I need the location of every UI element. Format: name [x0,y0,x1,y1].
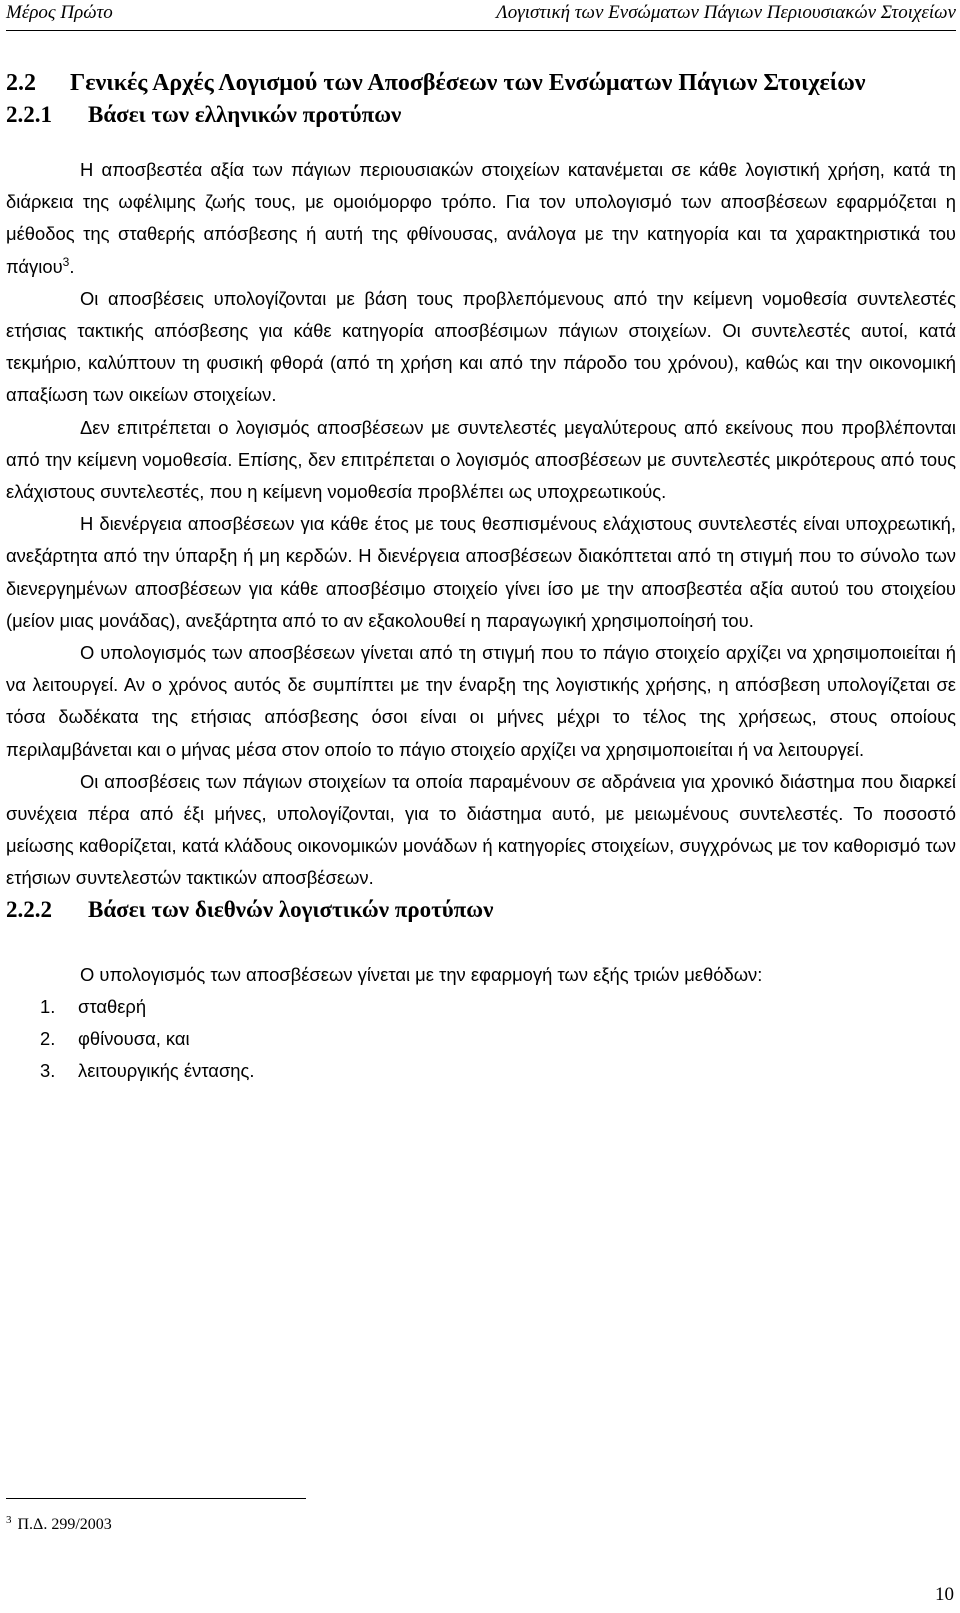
paragraph-1 [6,154,956,283]
subsection-heading-international-standards [6,895,956,925]
header-chapter-title: Λογιστική των Ενσώματων Πάγιων Περιουσιακών Στοιχείων [496,2,956,23]
list-item-text: φθίνουσα, και [78,1028,190,1050]
header-part-label: Μέρος Πρώτο [6,2,113,23]
page-body [6,66,956,1087]
list-item [6,1023,956,1055]
footnote-text: Π.Δ. 299/2003 [17,1516,112,1533]
paragraph-1-text: Η αποσβεστέα αξία των πάγιων περιουσιακών στοιχείων κατανέμεται σε κάθε λογιστική χρήση, κατά τη διάρκεια της ωφέλιμης ζωής τους, με ομοιόμορφο τρόπο. Για τον υπολογισμό των αποσβέσεων εφαρμόζεται η μέθοδος της σταθερής απόσβεσης ή αυτή της φθίνουσας, ανάλογα με την κατηγορία και τα χαρακτηριστικά του πάγιου [6,159,956,277]
section-number: 2.2 [6,70,36,96]
running-header [6,2,956,31]
subsection-title: Βάσει των ελληνικών προτύπων [88,102,402,127]
paragraph-6: Οι αποσβέσεις των πάγιων στοιχείων τα οποία παραμένουν σε αδράνεια για χρονικό διάστημα που διαρκεί συνέχεια πέρα από έξι μήνες, υπολογίζονται, για το διάστημα αυτό, με μειωμένους συντελεστές. Το ποσοστό μείωσης καθορίζεται, κατά κλάδους οικονομικών μονάδων ή κατηγορίες στοιχείων, συγχρόνως με τον καθορισμό των ετήσιων συντελεστών τακτικών αποσβέσεων. [6,770,956,889]
list-item [6,991,956,1023]
methods-list [6,991,956,1088]
list-item-number: 2. [40,1028,56,1050]
page-number: 10 [935,1584,954,1605]
footnote-reference[interactable]: 3 [62,254,70,269]
paragraph-3: Δεν επιτρέπεται ο λογισμός αποσβέσεων με συντελεστές μεγαλύτερους από εκείνους που προβλέπονται από την κείμενη νομοθεσία. Επίσης, δεν επιτρέπεται ο λογισμός αποσβέσεων με συντελεστές μικρότερους από τους ελάχιστους συντελεστές, που η κείμενη νομοθεσία προβλέπει ως υποχρεωτικούς. [6,416,956,503]
list-item-text: σταθερή [78,995,147,1017]
list-item-text: λειτουργικής έντασης. [78,1060,255,1082]
methods-intro: Ο υπολογισμός των αποσβέσεων γίνεται με την εφαρμογή των εξής τριών μεθόδων: [80,963,763,985]
footnote [6,1515,112,1535]
list-item-number: 1. [40,995,56,1017]
paragraph-1-end: . [69,255,75,277]
footnote-separator [6,1498,306,1499]
section-heading [6,66,956,100]
paragraph-4: Η διενέργεια αποσβέσεων για κάθε έτος με τους θεσπισμένους ελάχιστους συντελεστές είναι υποχρεωτική, ανεξάρτητα από την ύπαρξη ή μη κερδών. Η διενέργεια αποσβέσεων διακόπτεται από τη στιγμή που το σύνολο των διενεργημένων αποσβέσεων για κάθε αποσβέσιμο στοιχείο γίνει ίσο με την αποσβεστέα αξία αυτού του στοιχείου (μείον μιας μονάδας), ανεξάρτητα από το αν εξακολουθεί η παραγωγική χρησιμοποίησή του. [6,513,956,631]
paragraph-5: Ο υπολογισμός των αποσβέσεων γίνεται από τη στιγμή που το πάγιο στοιχείο αρχίζει να χρησιμοποιείται ή να λειτουργεί. Αν ο χρόνος αυτός δε συμπίπτει με την έναρξη της λογιστικής χρήσης, η απόσβεση υπολογίζεται σε τόσα δωδέκατα της ετήσιας απόσβεσης όσοι είναι οι μήνες μέχρι το τέλος της χρήσεως, στους οποίους περιλαμβάνεται και ο μήνας μέσα στον οποίο το πάγιο στοιχείο αρχίζει να χρησιμοποιείται ή να λειτουργεί. [6,642,956,760]
list-item [6,1055,956,1087]
list-item-number: 3. [40,1060,56,1082]
subsection-number: 2.2.2 [6,896,52,922]
subsection-heading-greek-standards [6,100,956,130]
paragraph-2: Οι αποσβέσεις υπολογίζονται με βάση τους προβλεπόμενους από την κείμενη νομοθεσία συντελεστές ετήσιας τακτικής απόσβεσης για κάθε κατηγορία αποσβέσιμων πάγιων στοιχείων. Οι συντελεστές αυτοί, κατά τεκμήριο, καλύπτουν τη φυσική φθορά (από τη χρήση και από την πάροδο του χρόνου), καθώς και την οικονομική απαξίωση των οικείων στοιχείων. [6,287,956,406]
section-title: Γενικές Αρχές Λογισμού των Αποσβέσεων των Ενσώματων Πάγιων Στοιχείων [70,70,866,96]
subsection-number: 2.2.1 [6,102,52,127]
subsection-title: Βάσει των διεθνών λογιστικών προτύπων [88,896,494,922]
footnote-marker: 3 [6,1513,12,1526]
